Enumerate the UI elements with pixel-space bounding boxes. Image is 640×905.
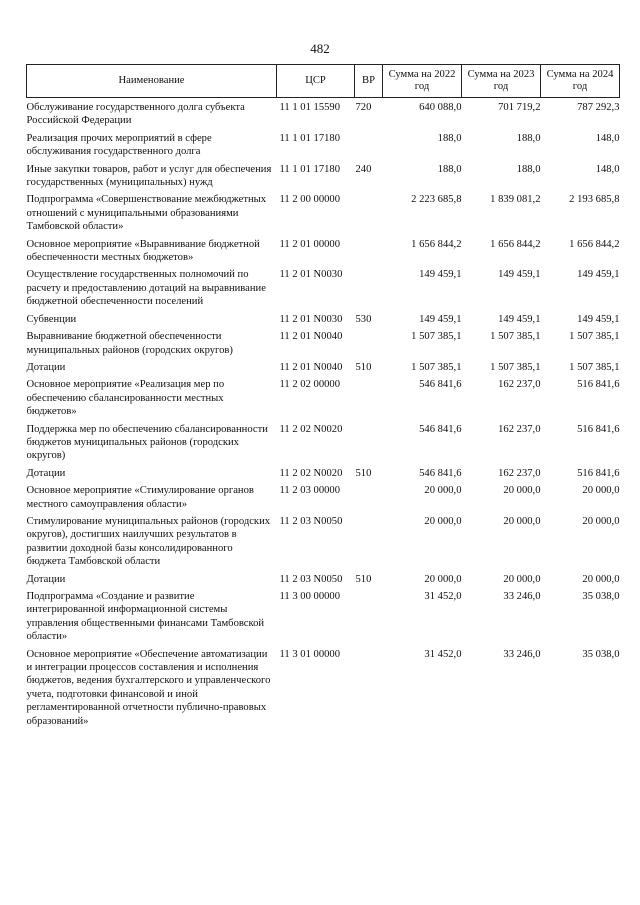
table-header-row: [27, 65, 620, 98]
row-sum-2022: 149 459,1: [419, 269, 462, 281]
row-vr: 240: [355, 163, 372, 175]
row-sum-2022: 640 088,0: [419, 102, 462, 113]
row-csr: 11 2 03 N0050: [279, 573, 343, 585]
row-sum-2023: 162 237,0: [498, 379, 541, 391]
table-row: [27, 361, 620, 378]
row-name: Основное мероприятие «Реализация мер по обеспечению сбалансированности местных бюджетов»: [26, 379, 225, 418]
row-sum-2024: 516 841,6: [577, 423, 620, 435]
row-sum-2023: 701 719,2: [498, 102, 541, 113]
table-row: [27, 313, 620, 330]
row-sum-2024: 1 507 385,1: [569, 361, 620, 373]
row-vr: [355, 238, 383, 269]
row-sum-2024: 20 000,0: [582, 485, 620, 497]
row-sum-2024: 149 459,1: [577, 313, 620, 325]
row-sum-2022: 20 000,0: [424, 573, 462, 585]
row-sum-2024: 1 656 844,2: [569, 238, 620, 250]
row-name: Поддержка мер по обеспечению сбалансированности бюджетов муниципальных районов (городских округов): [26, 423, 268, 462]
row-csr: 11 3 00 00000: [279, 591, 341, 602]
row-sum-2023: 1 656 844,2: [490, 238, 541, 250]
row-sum-2023: 188,0: [516, 132, 541, 144]
row-vr: [355, 378, 383, 422]
column-header-name: Наименование: [27, 65, 277, 98]
row-sum-2022: 20 000,0: [424, 485, 462, 497]
row-vr: 510: [355, 467, 372, 479]
row-sum-2023: 188,0: [516, 163, 541, 175]
row-name: Иные закупки товаров, работ и услуг для обеспечения государственных (муниципальных) нужд: [26, 163, 272, 189]
table-row: [27, 268, 620, 312]
row-sum-2024: 35 038,0: [582, 648, 620, 660]
row-vr: [355, 515, 383, 573]
row-sum-2024: 1 507 385,1: [569, 331, 620, 343]
table-row: [27, 330, 620, 361]
row-name: Основное мероприятие «Выравнивание бюджетной обеспеченности местных бюджетов»: [26, 238, 260, 264]
row-name: Субвенции: [26, 313, 77, 325]
row-sum-2023: 149 459,1: [498, 313, 541, 325]
row-name: Обслуживание государственного долга субъекта Российской Федерации: [26, 102, 245, 127]
table-row: [27, 98, 620, 132]
row-csr: 11 3 01 00000: [279, 648, 341, 660]
row-sum-2022: 149 459,1: [419, 313, 462, 325]
row-name: Дотации: [26, 361, 66, 373]
row-vr: [355, 648, 383, 732]
row-sum-2022: 2 223 685,8: [411, 194, 462, 206]
table-row: [27, 484, 620, 515]
row-sum-2024: 35 038,0: [582, 591, 620, 602]
row-vr: [355, 268, 383, 312]
row-sum-2024: 20 000,0: [582, 515, 620, 527]
table-row: [27, 163, 620, 194]
row-sum-2024: 20 000,0: [582, 573, 620, 585]
row-vr: [355, 193, 383, 237]
row-name: Подпрограмма «Создание и развитие интегрированной информационной системы управления общественными финансами Тамбовской области»: [26, 591, 265, 643]
row-sum-2023: 162 237,0: [498, 467, 541, 479]
row-sum-2022: 20 000,0: [424, 515, 462, 527]
row-vr: [355, 132, 383, 163]
row-sum-2023: 33 246,0: [503, 648, 541, 660]
row-sum-2022: 188,0: [437, 163, 462, 175]
column-header-2024: Сумма на 2024 год: [541, 65, 620, 98]
table-row: [27, 573, 620, 590]
row-sum-2023: 33 246,0: [503, 591, 541, 602]
row-csr: 11 2 01 N0040: [279, 361, 343, 373]
row-csr: 11 1 01 15590: [279, 102, 341, 113]
table-row: [27, 590, 620, 648]
table-row: [27, 238, 620, 269]
column-header-2023: Сумма на 2023 год: [462, 65, 541, 98]
budget-table: [26, 64, 620, 732]
row-vr: 510: [355, 573, 372, 585]
row-name: Реализация прочих мероприятий в сфере обслуживания государственного долга: [26, 132, 212, 158]
row-sum-2022: 188,0: [437, 132, 462, 144]
column-header-2022: Сумма на 2022 год: [383, 65, 462, 98]
row-sum-2024: 2 193 685,8: [569, 194, 620, 206]
row-sum-2023: 20 000,0: [503, 573, 541, 585]
row-csr: 11 2 03 N0050: [279, 515, 343, 527]
row-csr: 11 2 01 N0030: [279, 269, 343, 281]
row-csr: 11 2 01 N0040: [279, 331, 343, 343]
row-sum-2023: 20 000,0: [503, 515, 541, 527]
table-row: [27, 648, 620, 732]
row-csr: 11 2 02 N0020: [279, 467, 343, 479]
row-sum-2022: 546 841,6: [419, 423, 462, 435]
row-sum-2022: 1 656 844,2: [411, 238, 462, 250]
row-vr: 510: [355, 361, 372, 373]
row-vr: 720: [355, 102, 372, 113]
row-csr: 11 2 00 00000: [279, 194, 341, 206]
row-sum-2023: 20 000,0: [503, 485, 541, 497]
row-sum-2024: 148,0: [595, 132, 620, 144]
row-sum-2023: 149 459,1: [498, 269, 541, 281]
row-sum-2022: 31 452,0: [424, 648, 462, 660]
row-sum-2024: 516 841,6: [577, 379, 620, 391]
row-csr: 11 2 02 00000: [279, 379, 341, 391]
row-name: Основное мероприятие «Обеспечение автоматизации и интеграции процессов составления и исполнения бюджетов, ведения бухгалтерского и управленческого учета, подготовки финансовой и иной регламентированной отчетности публично-правовых образований»: [26, 648, 271, 727]
row-csr: 11 2 02 N0020: [279, 423, 343, 435]
row-sum-2023: 162 237,0: [498, 423, 541, 435]
column-header-vr: ВР: [355, 65, 383, 98]
row-name: Выравнивание бюджетной обеспеченности муниципальных районов (городских округов): [26, 331, 233, 356]
row-vr: [355, 423, 383, 467]
row-sum-2022: 1 507 385,1: [411, 361, 462, 373]
row-sum-2024: 516 841,6: [577, 467, 620, 479]
row-sum-2024: 148,0: [595, 163, 620, 175]
row-sum-2023: 1 839 081,2: [490, 194, 541, 206]
table-row: [27, 423, 620, 467]
table-row: [27, 132, 620, 163]
table-row: [27, 378, 620, 422]
row-sum-2022: 546 841,6: [419, 467, 462, 479]
row-csr: 11 2 03 00000: [279, 485, 341, 497]
row-csr: 11 2 01 N0030: [279, 313, 343, 325]
row-csr: 11 2 01 00000: [279, 238, 341, 250]
row-vr: [355, 484, 383, 515]
row-csr: 11 1 01 17180: [279, 132, 341, 144]
table-row: [27, 193, 620, 237]
row-name: Осуществление государственных полномочий по расчету и предоставлению дотаций на выравнивание бюджетной обеспеченности поселений: [26, 269, 266, 308]
row-sum-2024: 149 459,1: [577, 269, 620, 281]
row-name: Основное мероприятие «Стимулирование органов местного самоуправления области»: [26, 485, 254, 510]
row-name: Подпрограмма «Совершенствование межбюджетных отношений с муниципальными образованиями Тамбовской области»: [26, 194, 267, 233]
row-vr: 530: [355, 313, 372, 325]
table-row: [27, 515, 620, 573]
row-sum-2022: 31 452,0: [424, 591, 462, 602]
row-name: Дотации: [26, 467, 66, 479]
row-sum-2022: 546 841,6: [419, 379, 462, 391]
row-sum-2024: 787 292,3: [577, 102, 620, 113]
row-name: Дотации: [26, 573, 66, 585]
page-number: 482: [310, 41, 330, 56]
row-sum-2023: 1 507 385,1: [490, 361, 541, 373]
row-sum-2023: 1 507 385,1: [490, 331, 541, 343]
column-header-csr: ЦСР: [277, 65, 355, 98]
table-row: [27, 467, 620, 484]
row-vr: [355, 590, 383, 648]
row-vr: [355, 330, 383, 361]
row-name: Стимулирование муниципальных районов (городских округов), достигших наилучших результатов в развитии доходной базы консолидированного бюджета Тамбовской области: [26, 515, 271, 568]
row-sum-2022: 1 507 385,1: [411, 331, 462, 343]
row-csr: 11 1 01 17180: [279, 163, 341, 175]
